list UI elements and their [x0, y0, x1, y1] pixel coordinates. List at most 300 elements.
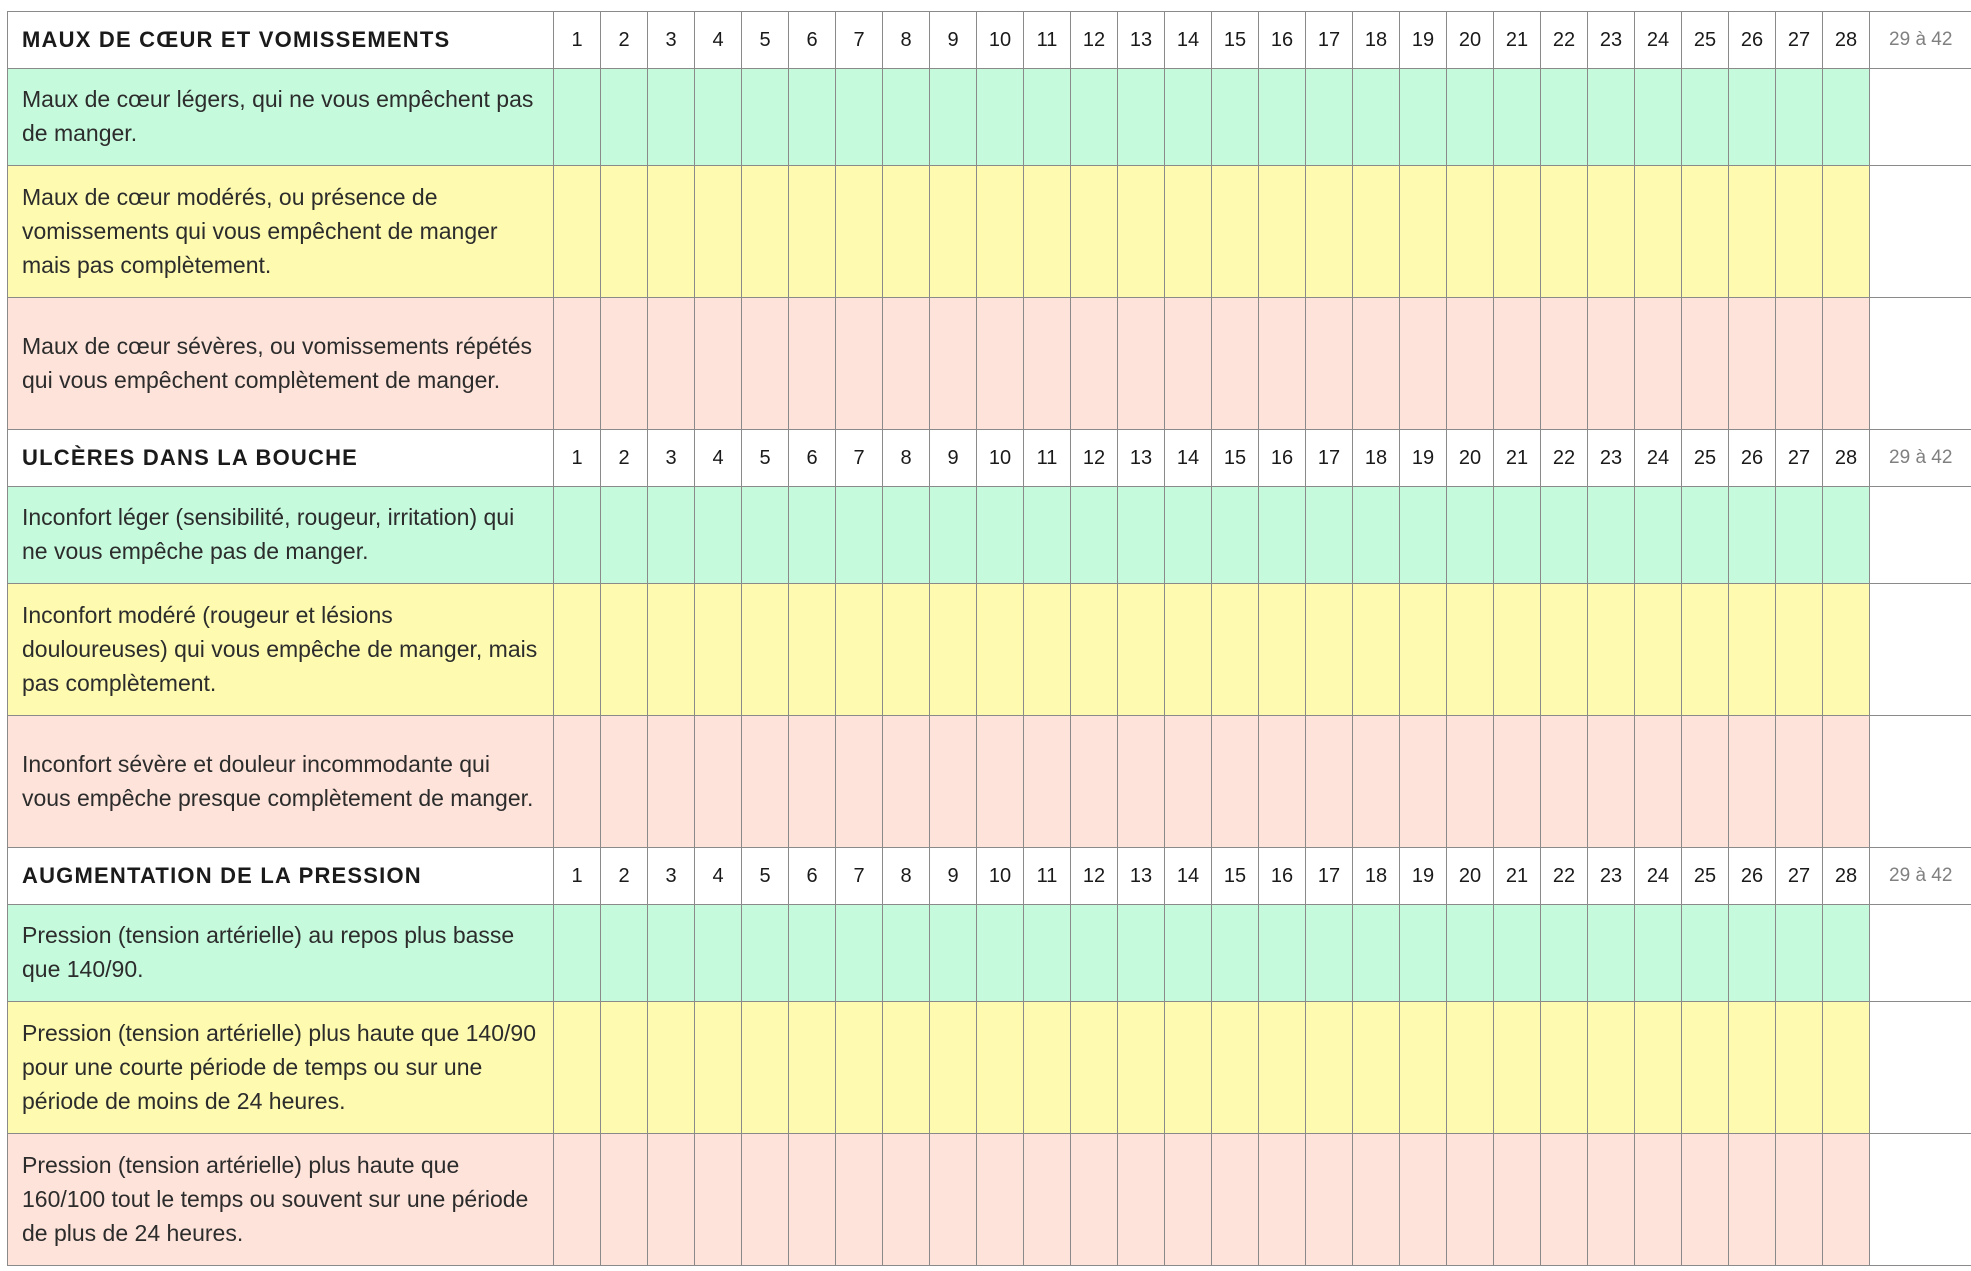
day-checkbox-cell[interactable] [1447, 716, 1494, 848]
day-checkbox-cell[interactable] [1776, 298, 1823, 430]
day-checkbox-cell[interactable] [1635, 716, 1682, 848]
day-checkbox-cell[interactable] [883, 1002, 930, 1134]
day-checkbox-cell[interactable] [1353, 716, 1400, 848]
day-number-header: 24 [1635, 848, 1682, 905]
day-checkbox-cell[interactable] [1071, 716, 1118, 848]
day-number-header: 12 [1071, 430, 1118, 487]
day-checkbox-cell[interactable] [1682, 584, 1729, 716]
day-checkbox-cell[interactable] [1588, 716, 1635, 848]
day-checkbox-cell[interactable] [1635, 69, 1682, 166]
day-checkbox-cell[interactable] [1541, 487, 1588, 584]
day-checkbox-cell[interactable] [1306, 166, 1353, 298]
day-checkbox-cell[interactable] [1729, 166, 1776, 298]
day-checkbox-cell[interactable] [1306, 584, 1353, 716]
day-checkbox-cell[interactable] [648, 905, 695, 1002]
day-checkbox-cell[interactable] [1212, 298, 1259, 430]
day-checkbox-cell[interactable] [789, 905, 836, 1002]
symptom-row-moderate [8, 166, 1971, 298]
day-checkbox-cell[interactable] [1447, 584, 1494, 716]
day-checkbox-cell[interactable] [1823, 905, 1870, 1002]
day-checkbox-cell[interactable] [1071, 584, 1118, 716]
late-days-cell[interactable] [1870, 166, 1971, 298]
day-checkbox-cell[interactable] [695, 1134, 742, 1266]
day-checkbox-cell[interactable] [1259, 298, 1306, 430]
day-checkbox-cell[interactable] [1024, 905, 1071, 1002]
day-checkbox-cell[interactable] [1541, 69, 1588, 166]
day-checkbox-cell[interactable] [554, 584, 601, 716]
day-checkbox-cell[interactable] [1729, 905, 1776, 1002]
day-checkbox-cell[interactable] [554, 69, 601, 166]
day-checkbox-cell[interactable] [648, 166, 695, 298]
day-checkbox-cell[interactable] [1212, 166, 1259, 298]
day-checkbox-cell[interactable] [1635, 584, 1682, 716]
day-checkbox-cell[interactable] [554, 1002, 601, 1134]
day-checkbox-cell[interactable] [1165, 716, 1212, 848]
day-checkbox-cell[interactable] [1071, 1002, 1118, 1134]
section-header-row [8, 848, 1971, 905]
day-checkbox-cell[interactable] [1682, 1134, 1729, 1266]
day-number-header: 5 [742, 848, 789, 905]
day-checkbox-cell[interactable] [1776, 584, 1823, 716]
day-checkbox-cell[interactable] [1306, 1134, 1353, 1266]
day-checkbox-cell[interactable] [930, 716, 977, 848]
day-checkbox-cell[interactable] [836, 166, 883, 298]
day-checkbox-cell[interactable] [648, 1002, 695, 1134]
day-checkbox-cell[interactable] [1400, 487, 1447, 584]
day-checkbox-cell[interactable] [1682, 905, 1729, 1002]
day-checkbox-cell[interactable] [1118, 584, 1165, 716]
day-checkbox-cell[interactable] [1729, 487, 1776, 584]
day-checkbox-cell[interactable] [789, 584, 836, 716]
day-checkbox-cell[interactable] [1024, 69, 1071, 166]
day-checkbox-cell[interactable] [1729, 69, 1776, 166]
day-checkbox-cell[interactable] [601, 1134, 648, 1266]
day-checkbox-cell[interactable] [1494, 69, 1541, 166]
day-checkbox-cell[interactable] [1118, 716, 1165, 848]
day-checkbox-cell[interactable] [1071, 487, 1118, 584]
day-checkbox-cell[interactable] [1259, 1134, 1306, 1266]
day-checkbox-cell[interactable] [1682, 1002, 1729, 1134]
day-checkbox-cell[interactable] [789, 716, 836, 848]
day-checkbox-cell[interactable] [977, 487, 1024, 584]
day-checkbox-cell[interactable] [648, 584, 695, 716]
day-checkbox-cell[interactable] [1212, 584, 1259, 716]
day-checkbox-cell[interactable] [1588, 166, 1635, 298]
day-checkbox-cell[interactable] [1071, 905, 1118, 1002]
day-checkbox-cell[interactable] [1823, 716, 1870, 848]
day-checkbox-cell[interactable] [1400, 1134, 1447, 1266]
day-checkbox-cell[interactable] [789, 1002, 836, 1134]
day-checkbox-cell[interactable] [1353, 166, 1400, 298]
day-checkbox-cell[interactable] [1400, 905, 1447, 1002]
day-checkbox-cell[interactable] [1024, 584, 1071, 716]
day-checkbox-cell[interactable] [1776, 166, 1823, 298]
day-checkbox-cell[interactable] [1212, 487, 1259, 584]
day-checkbox-cell[interactable] [1306, 298, 1353, 430]
late-days-header: 29 à 42 [1870, 848, 1971, 905]
day-checkbox-cell[interactable] [1588, 905, 1635, 1002]
day-checkbox-cell[interactable] [1259, 1002, 1306, 1134]
day-checkbox-cell[interactable] [1494, 166, 1541, 298]
day-checkbox-cell[interactable] [1682, 716, 1729, 848]
day-checkbox-cell[interactable] [836, 1134, 883, 1266]
day-checkbox-cell[interactable] [1541, 716, 1588, 848]
late-days-cell[interactable] [1870, 1134, 1971, 1266]
day-number-header: 17 [1306, 848, 1353, 905]
day-checkbox-cell[interactable] [1729, 716, 1776, 848]
day-checkbox-cell[interactable] [1776, 716, 1823, 848]
day-checkbox-cell[interactable] [1165, 487, 1212, 584]
day-checkbox-cell[interactable] [742, 487, 789, 584]
late-days-cell[interactable] [1870, 905, 1971, 1002]
day-checkbox-cell[interactable] [1494, 487, 1541, 584]
day-checkbox-cell[interactable] [695, 716, 742, 848]
day-checkbox-cell[interactable] [554, 166, 601, 298]
day-checkbox-cell[interactable] [1682, 69, 1729, 166]
day-checkbox-cell[interactable] [1447, 905, 1494, 1002]
day-checkbox-cell[interactable] [883, 69, 930, 166]
day-number-header: 22 [1541, 12, 1588, 69]
day-number-header: 26 [1729, 848, 1776, 905]
day-number-header: 20 [1447, 12, 1494, 69]
day-number-header: 8 [883, 12, 930, 69]
day-checkbox-cell[interactable] [1588, 584, 1635, 716]
day-checkbox-cell[interactable] [1259, 487, 1306, 584]
day-checkbox-cell[interactable] [1024, 1134, 1071, 1266]
day-checkbox-cell[interactable] [930, 298, 977, 430]
day-checkbox-cell[interactable] [1165, 584, 1212, 716]
day-checkbox-cell[interactable] [836, 298, 883, 430]
day-checkbox-cell[interactable] [1353, 905, 1400, 1002]
day-checkbox-cell[interactable] [1447, 487, 1494, 584]
day-number-header: 15 [1212, 430, 1259, 487]
day-checkbox-cell[interactable] [1259, 166, 1306, 298]
day-checkbox-cell[interactable] [977, 69, 1024, 166]
day-checkbox-cell[interactable] [883, 166, 930, 298]
day-checkbox-cell[interactable] [1776, 487, 1823, 584]
day-checkbox-cell[interactable] [1447, 166, 1494, 298]
day-checkbox-cell[interactable] [1118, 905, 1165, 1002]
day-checkbox-cell[interactable] [1024, 166, 1071, 298]
day-number-header: 23 [1588, 12, 1635, 69]
day-checkbox-cell[interactable] [977, 298, 1024, 430]
day-checkbox-cell[interactable] [742, 1002, 789, 1134]
day-checkbox-cell[interactable] [742, 69, 789, 166]
day-checkbox-cell[interactable] [601, 487, 648, 584]
day-checkbox-cell[interactable] [789, 487, 836, 584]
day-checkbox-cell[interactable] [1494, 905, 1541, 1002]
day-checkbox-cell[interactable] [836, 584, 883, 716]
day-checkbox-cell[interactable] [1118, 298, 1165, 430]
day-checkbox-cell[interactable] [1071, 298, 1118, 430]
day-checkbox-cell[interactable] [554, 716, 601, 848]
day-checkbox-cell[interactable] [1071, 166, 1118, 298]
day-checkbox-cell[interactable] [695, 487, 742, 584]
day-checkbox-cell[interactable] [1353, 1002, 1400, 1134]
day-checkbox-cell[interactable] [1776, 1134, 1823, 1266]
day-checkbox-cell[interactable] [1588, 69, 1635, 166]
day-checkbox-cell[interactable] [1353, 487, 1400, 584]
day-checkbox-cell[interactable] [601, 905, 648, 1002]
day-checkbox-cell[interactable] [1729, 1134, 1776, 1266]
day-checkbox-cell[interactable] [601, 716, 648, 848]
day-checkbox-cell[interactable] [1776, 1002, 1823, 1134]
day-checkbox-cell[interactable] [1541, 166, 1588, 298]
day-checkbox-cell[interactable] [1400, 166, 1447, 298]
day-checkbox-cell[interactable] [1541, 1134, 1588, 1266]
day-number-header: 27 [1776, 12, 1823, 69]
day-checkbox-cell[interactable] [836, 905, 883, 1002]
day-checkbox-cell[interactable] [1447, 298, 1494, 430]
day-checkbox-cell[interactable] [1024, 298, 1071, 430]
day-checkbox-cell[interactable] [977, 166, 1024, 298]
day-checkbox-cell[interactable] [1635, 487, 1682, 584]
day-number-header: 20 [1447, 848, 1494, 905]
day-checkbox-cell[interactable] [1118, 166, 1165, 298]
day-checkbox-cell[interactable] [1635, 1002, 1682, 1134]
day-checkbox-cell[interactable] [601, 1002, 648, 1134]
late-days-cell[interactable] [1870, 298, 1971, 430]
day-checkbox-cell[interactable] [883, 905, 930, 1002]
day-checkbox-cell[interactable] [601, 584, 648, 716]
day-checkbox-cell[interactable] [1306, 716, 1353, 848]
day-checkbox-cell[interactable] [977, 716, 1024, 848]
day-checkbox-cell[interactable] [836, 69, 883, 166]
day-checkbox-cell[interactable] [1447, 69, 1494, 166]
day-checkbox-cell[interactable] [1400, 298, 1447, 430]
day-checkbox-cell[interactable] [1306, 905, 1353, 1002]
day-checkbox-cell[interactable] [1400, 584, 1447, 716]
section-header-row [8, 430, 1971, 487]
day-checkbox-cell[interactable] [742, 166, 789, 298]
day-number-header: 13 [1118, 430, 1165, 487]
day-checkbox-cell[interactable] [1165, 69, 1212, 166]
day-checkbox-cell[interactable] [601, 69, 648, 166]
day-checkbox-cell[interactable] [1212, 1002, 1259, 1134]
day-checkbox-cell[interactable] [1353, 298, 1400, 430]
day-checkbox-cell[interactable] [1682, 166, 1729, 298]
day-checkbox-cell[interactable] [1541, 584, 1588, 716]
day-checkbox-cell[interactable] [1588, 298, 1635, 430]
day-checkbox-cell[interactable] [695, 1002, 742, 1134]
day-number-header: 1 [554, 12, 601, 69]
day-checkbox-cell[interactable] [836, 716, 883, 848]
day-checkbox-cell[interactable] [1400, 69, 1447, 166]
day-checkbox-cell[interactable] [1165, 1134, 1212, 1266]
day-checkbox-cell[interactable] [1306, 1002, 1353, 1134]
day-checkbox-cell[interactable] [1212, 716, 1259, 848]
day-checkbox-cell[interactable] [1823, 298, 1870, 430]
day-checkbox-cell[interactable] [695, 584, 742, 716]
day-checkbox-cell[interactable] [836, 487, 883, 584]
late-days-cell[interactable] [1870, 487, 1971, 584]
day-checkbox-cell[interactable] [789, 69, 836, 166]
day-checkbox-cell[interactable] [695, 298, 742, 430]
day-checkbox-cell[interactable] [1494, 1134, 1541, 1266]
day-checkbox-cell[interactable] [1118, 1134, 1165, 1266]
day-number-header: 21 [1494, 12, 1541, 69]
day-checkbox-cell[interactable] [1353, 584, 1400, 716]
day-checkbox-cell[interactable] [1118, 1002, 1165, 1134]
day-checkbox-cell[interactable] [1071, 69, 1118, 166]
day-checkbox-cell[interactable] [1494, 716, 1541, 848]
day-checkbox-cell[interactable] [1823, 487, 1870, 584]
day-checkbox-cell[interactable] [742, 716, 789, 848]
day-checkbox-cell[interactable] [1494, 1002, 1541, 1134]
day-checkbox-cell[interactable] [1823, 166, 1870, 298]
day-checkbox-cell[interactable] [1165, 905, 1212, 1002]
day-checkbox-cell[interactable] [1400, 716, 1447, 848]
symptom-row-severe [8, 716, 1971, 848]
day-checkbox-cell[interactable] [1353, 69, 1400, 166]
day-checkbox-cell[interactable] [554, 298, 601, 430]
day-checkbox-cell[interactable] [648, 69, 695, 166]
day-checkbox-cell[interactable] [1118, 487, 1165, 584]
day-checkbox-cell[interactable] [1447, 1134, 1494, 1266]
day-number-header: 23 [1588, 848, 1635, 905]
day-checkbox-cell[interactable] [930, 584, 977, 716]
day-checkbox-cell[interactable] [1259, 716, 1306, 848]
day-checkbox-cell[interactable] [1588, 1002, 1635, 1134]
day-number-header: 24 [1635, 12, 1682, 69]
day-checkbox-cell[interactable] [1259, 69, 1306, 166]
day-checkbox-cell[interactable] [1635, 905, 1682, 1002]
day-checkbox-cell[interactable] [601, 298, 648, 430]
day-checkbox-cell[interactable] [883, 584, 930, 716]
day-checkbox-cell[interactable] [648, 298, 695, 430]
day-checkbox-cell[interactable] [1635, 1134, 1682, 1266]
day-checkbox-cell[interactable] [1165, 1002, 1212, 1134]
day-checkbox-cell[interactable] [930, 1002, 977, 1134]
symptom-row-mild [8, 905, 1971, 1002]
day-checkbox-cell[interactable] [1400, 1002, 1447, 1134]
day-checkbox-cell[interactable] [1024, 716, 1071, 848]
day-number-header: 9 [930, 12, 977, 69]
day-checkbox-cell[interactable] [1635, 298, 1682, 430]
day-number-header: 5 [742, 12, 789, 69]
day-checkbox-cell[interactable] [1729, 1002, 1776, 1134]
day-number-header: 11 [1024, 430, 1071, 487]
day-number-header: 28 [1823, 12, 1870, 69]
day-checkbox-cell[interactable] [554, 905, 601, 1002]
day-checkbox-cell[interactable] [601, 166, 648, 298]
day-checkbox-cell[interactable] [836, 1002, 883, 1134]
day-checkbox-cell[interactable] [648, 487, 695, 584]
day-checkbox-cell[interactable] [1306, 69, 1353, 166]
day-checkbox-cell[interactable] [1353, 1134, 1400, 1266]
day-checkbox-cell[interactable] [930, 905, 977, 1002]
day-number-header: 3 [648, 12, 695, 69]
day-checkbox-cell[interactable] [695, 905, 742, 1002]
day-checkbox-cell[interactable] [648, 716, 695, 848]
day-number-header: 4 [695, 430, 742, 487]
day-checkbox-cell[interactable] [1306, 487, 1353, 584]
day-checkbox-cell[interactable] [789, 166, 836, 298]
day-number-header: 25 [1682, 848, 1729, 905]
day-checkbox-cell[interactable] [977, 1134, 1024, 1266]
late-days-cell[interactable] [1870, 584, 1971, 716]
day-checkbox-cell[interactable] [1212, 1134, 1259, 1266]
symptom-description: Pression (tension artérielle) plus haute que 160/100 tout le temps ou souvent sur une période de plus de 24 heures. [8, 1134, 554, 1266]
day-checkbox-cell[interactable] [930, 69, 977, 166]
day-checkbox-cell[interactable] [1494, 584, 1541, 716]
day-checkbox-cell[interactable] [742, 1134, 789, 1266]
day-checkbox-cell[interactable] [742, 905, 789, 1002]
day-checkbox-cell[interactable] [1682, 487, 1729, 584]
day-checkbox-cell[interactable] [1259, 905, 1306, 1002]
day-checkbox-cell[interactable] [554, 1134, 601, 1266]
day-checkbox-cell[interactable] [1823, 1134, 1870, 1266]
day-checkbox-cell[interactable] [930, 166, 977, 298]
day-checkbox-cell[interactable] [1165, 166, 1212, 298]
day-checkbox-cell[interactable] [1823, 1002, 1870, 1134]
day-checkbox-cell[interactable] [977, 1002, 1024, 1134]
day-checkbox-cell[interactable] [695, 166, 742, 298]
day-checkbox-cell[interactable] [1541, 905, 1588, 1002]
day-checkbox-cell[interactable] [1729, 298, 1776, 430]
day-checkbox-cell[interactable] [1776, 69, 1823, 166]
day-checkbox-cell[interactable] [883, 1134, 930, 1266]
day-checkbox-cell[interactable] [883, 716, 930, 848]
day-checkbox-cell[interactable] [1588, 1134, 1635, 1266]
day-checkbox-cell[interactable] [1635, 166, 1682, 298]
day-checkbox-cell[interactable] [1071, 1134, 1118, 1266]
day-checkbox-cell[interactable] [1024, 1002, 1071, 1134]
day-checkbox-cell[interactable] [695, 69, 742, 166]
day-checkbox-cell[interactable] [1212, 69, 1259, 166]
day-checkbox-cell[interactable] [1541, 298, 1588, 430]
day-number-header: 16 [1259, 12, 1306, 69]
day-checkbox-cell[interactable] [554, 487, 601, 584]
day-checkbox-cell[interactable] [1118, 69, 1165, 166]
day-checkbox-cell[interactable] [1259, 584, 1306, 716]
late-days-cell[interactable] [1870, 716, 1971, 848]
symptom-row-severe [8, 1134, 1971, 1266]
day-checkbox-cell[interactable] [977, 584, 1024, 716]
day-checkbox-cell[interactable] [1541, 1002, 1588, 1134]
day-checkbox-cell[interactable] [1823, 69, 1870, 166]
day-checkbox-cell[interactable] [930, 1134, 977, 1266]
day-checkbox-cell[interactable] [930, 487, 977, 584]
day-checkbox-cell[interactable] [1588, 487, 1635, 584]
day-checkbox-cell[interactable] [648, 1134, 695, 1266]
day-number-header: 22 [1541, 848, 1588, 905]
day-checkbox-cell[interactable] [1447, 1002, 1494, 1134]
day-checkbox-cell[interactable] [883, 298, 930, 430]
day-number-header: 11 [1024, 848, 1071, 905]
day-checkbox-cell[interactable] [742, 298, 789, 430]
day-number-header: 13 [1118, 848, 1165, 905]
day-checkbox-cell[interactable] [1165, 298, 1212, 430]
day-number-header: 19 [1400, 848, 1447, 905]
day-checkbox-cell[interactable] [1024, 487, 1071, 584]
day-number-header: 27 [1776, 430, 1823, 487]
day-checkbox-cell[interactable] [1729, 584, 1776, 716]
day-checkbox-cell[interactable] [1823, 584, 1870, 716]
day-checkbox-cell[interactable] [789, 298, 836, 430]
day-checkbox-cell[interactable] [1212, 905, 1259, 1002]
day-checkbox-cell[interactable] [977, 905, 1024, 1002]
day-checkbox-cell[interactable] [1682, 298, 1729, 430]
late-days-cell[interactable] [1870, 1002, 1971, 1134]
day-checkbox-cell[interactable] [742, 584, 789, 716]
day-number-header: 1 [554, 430, 601, 487]
late-days-cell[interactable] [1870, 69, 1971, 166]
day-checkbox-cell[interactable] [1494, 298, 1541, 430]
day-checkbox-cell[interactable] [789, 1134, 836, 1266]
day-checkbox-cell[interactable] [883, 487, 930, 584]
day-checkbox-cell[interactable] [1776, 905, 1823, 1002]
